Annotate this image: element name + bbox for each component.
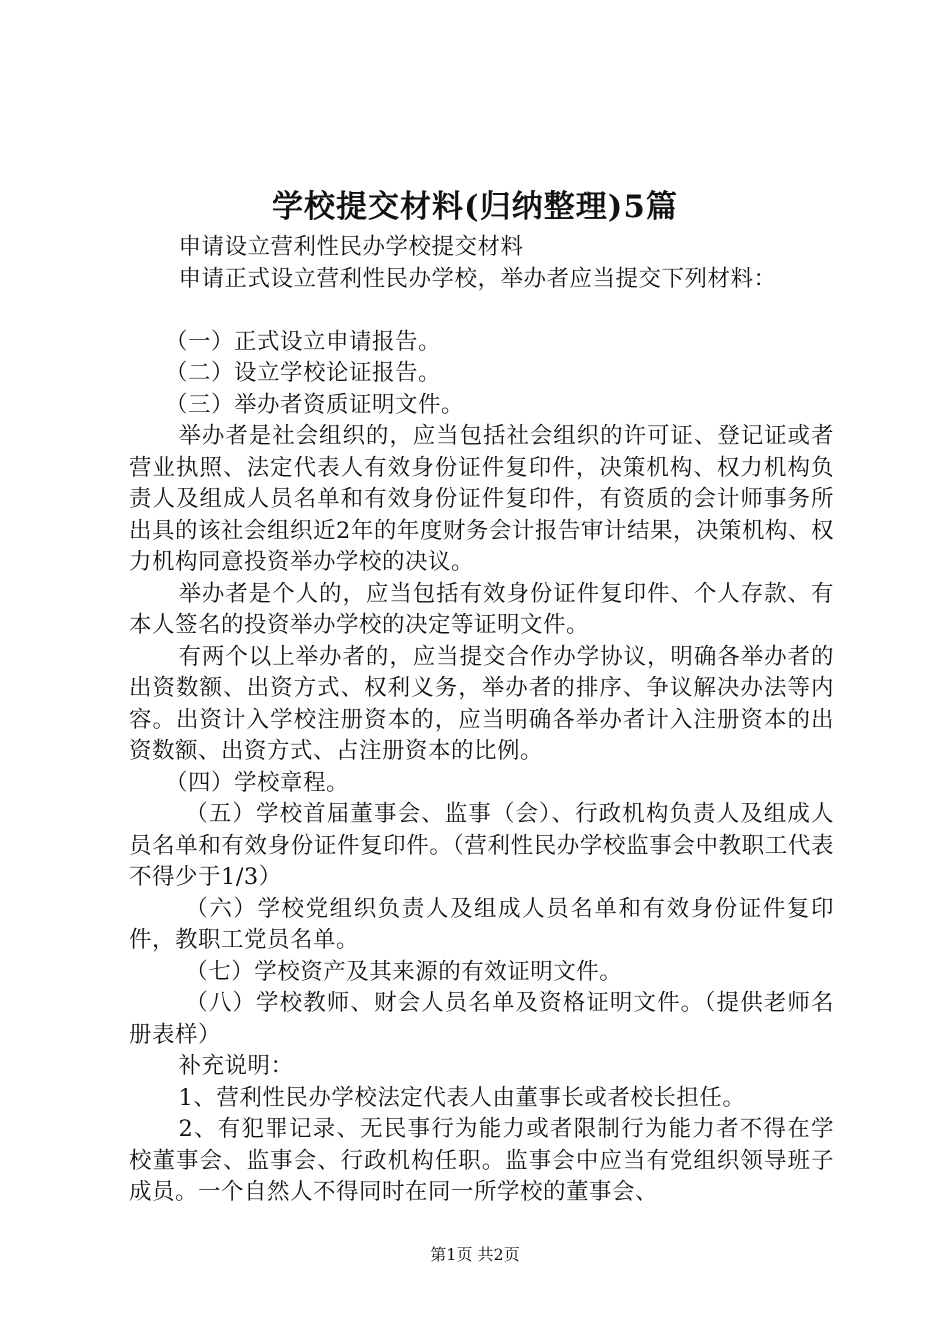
document-body: [129, 232, 834, 1209]
list-item: （六）学校党组织负责人及组成人员名单和有效身份证件复印件，教职工党员名单。: [129, 895, 834, 953]
blank-line: [129, 295, 834, 327]
list-item: （二）设立学校论证报告。: [165, 360, 442, 386]
paragraph: 举办者是个人的，应当包括有效身份证件复印件、个人存款、有本人签名的投资举办学校的决定等证明文件。: [129, 580, 834, 638]
paragraph-intro: 申请正式设立营利性民办学校，举办者应当提交下列材料：: [178, 265, 777, 292]
list-item: （五）学校首届董事会、监事（会）、行政机构负责人及组成人员名单和有效身份证件复印件。（营利性民办学校监事会中教职工代表不得少于1/3）: [129, 801, 834, 890]
note-item: 2、有犯罪记录、无民事行为能力或者限制行为能力者不得在学校董事会、监事会、行政机构任职。监事会中应当有党组织领导班子成员。一个自然人不得同时在同一所学校的董事会、: [129, 1116, 834, 1205]
paragraph-note-heading: 补充说明：: [178, 1053, 294, 1079]
page-footer: 第1页 共2页: [430, 1245, 520, 1264]
list-item: （七）学校资产及其来源的有效证明文件。: [185, 958, 623, 985]
list-item: （八）学校教师、财会人员名单及资格证明文件。（提供老师名册表样）: [129, 990, 834, 1048]
paragraph: 有两个以上举办者的，应当提交合作办学协议，明确各举办者的出资数额、出资方式、权利义务，举办者的排序、争议解决办法等内容。出资计入学校注册资本的，应当明确各举办者计入注册资本的出资数额、出资方式、占注册资本的比例。: [129, 643, 834, 764]
paragraph-heading: 申请设立营利性民办学校提交材料: [178, 234, 524, 260]
list-item: （一）正式设立申请报告。: [165, 328, 442, 355]
list-item: （三）举办者资质证明文件。: [165, 391, 465, 418]
list-item: （四）学校章程。: [165, 769, 350, 796]
paragraph: 举办者是社会组织的，应当包括社会组织的许可证、登记证或者营业执照、法定代表人有效身份证件复印件，决策机构、权力机构负责人及组成人员名单和有效身份证件复印件，有资质的会计师事务所出具的该社会组织近2年的年度财务会计报告审计结果，决策机构、权力机构同意投资举办学校的决议。: [129, 423, 834, 575]
document-title: 学校提交材料(归纳整理)5篇: [272, 189, 678, 225]
note-item: 1、营利性民办学校法定代表人由董事长或者校长担任。: [178, 1084, 746, 1111]
